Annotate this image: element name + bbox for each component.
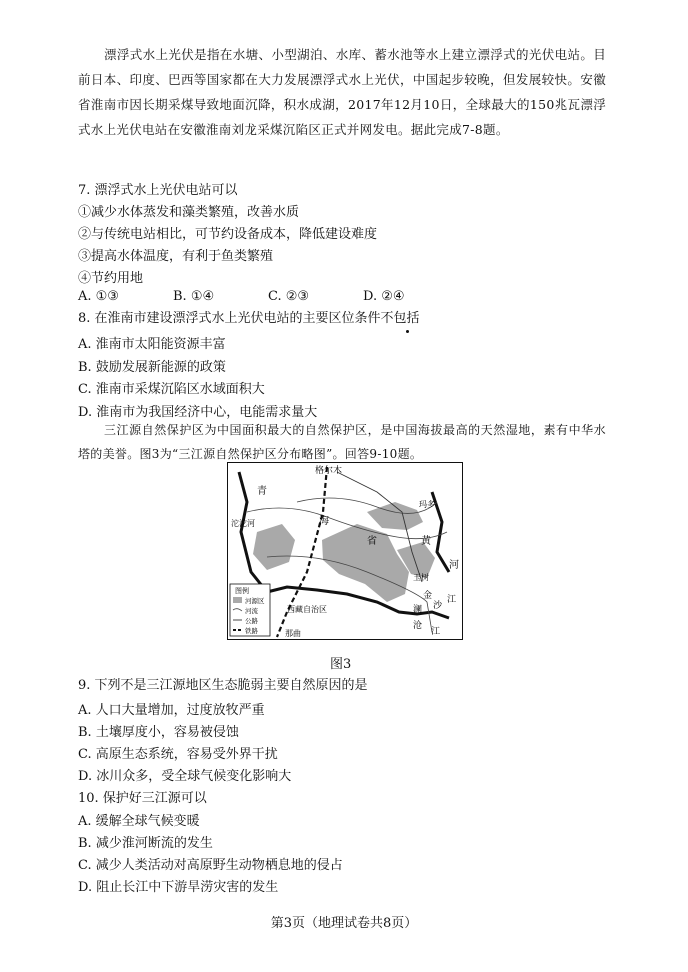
label-jiang: 江 xyxy=(447,595,457,605)
q8-option-a[interactable]: A. 淮南市太阳能资源丰富 xyxy=(78,337,226,352)
q9-stem: 9. 下列不是三江源地区生态脆弱主要自然原因的是 xyxy=(78,678,368,693)
q9-option-c[interactable]: C. 高原生态系统，容易受外界干扰 xyxy=(78,747,278,762)
map-legend xyxy=(230,584,270,636)
passage-solar: 漂浮式水上光伏是指在水塘、小型湖泊、水库、蓄水池等水上建立漂浮式的光伏电站。目前日本、印度、巴西等国家都在大力发展漂浮式水上光伏，中国起步较晚，但发展较快。安徽省淮南市因长期采煤导致地面沉降，积水成湖，2017年12月10日，全球最大的150兆瓦漂浮式水上光伏电站在安徽淮南刘龙采煤沉陷区正式并网发电。据此完成7-8题。 xyxy=(78,47,606,137)
label-naqu: 那曲 xyxy=(285,629,301,638)
q8-stem: 8. 在淮南市建设漂浮式水上光伏电站的主要区位条件不包括 xyxy=(78,311,420,326)
q10-option-a[interactable]: A. 缓解全球气候变暖 xyxy=(78,814,200,829)
label-he: 河 xyxy=(449,560,459,571)
q7-item-3: ③提高水体温度，有利于鱼类繁殖 xyxy=(78,249,274,264)
label-sheng: 省 xyxy=(367,536,377,547)
label-hai: 海 xyxy=(319,516,329,527)
map-graphic xyxy=(227,462,463,640)
q7-item-1: ①减少水体蒸发和藻类繁殖，改善水质 xyxy=(78,205,300,220)
label-maduo: 玛多 xyxy=(419,500,435,509)
q8-option-c[interactable]: C. 淮南市采煤沉陷区水域面积大 xyxy=(78,382,265,397)
q7-option-c[interactable]: C. ②③ xyxy=(268,289,310,304)
label-xizang: 西藏自治区 xyxy=(287,605,327,614)
q9-option-d[interactable]: D. 冰川众多，受全球气候变化影响大 xyxy=(78,769,292,784)
q8-option-d[interactable]: D. 淮南市为我国经济中心，电能需求量大 xyxy=(78,405,318,420)
label-jiang2: 江 xyxy=(431,627,441,637)
q10-option-c[interactable]: C. 减少人类活动对高原野生动物栖息地的侵占 xyxy=(78,858,343,873)
label-geermu: 格尔木 xyxy=(315,466,343,476)
legend-item-road: 公路 xyxy=(245,617,258,625)
q10-stem: 10. 保护好三江源可以 xyxy=(78,791,207,806)
legend-title: 图例 xyxy=(235,587,249,595)
legend-item-river: 河流 xyxy=(245,607,258,615)
q8-option-b[interactable]: B. 鼓励发展新能源的政策 xyxy=(78,360,226,375)
legend-item-reserve: 河源区 xyxy=(245,597,265,605)
q7-option-d[interactable]: D. ②④ xyxy=(363,289,405,304)
label-qing: 青 xyxy=(257,486,267,497)
label-cang: 沧 xyxy=(413,621,423,631)
label-tuotuohe: 沱沱河 xyxy=(231,519,255,528)
sanjiangyuan-map xyxy=(227,462,463,640)
q10-option-d[interactable]: D. 阻止长江中下游旱涝灾害的发生 xyxy=(78,880,279,895)
q7-item-2: ②与传统电站相比，可节约设备成本，降低建设难度 xyxy=(78,227,378,242)
q9-option-b[interactable]: B. 土壤厚度小，容易被侵蚀 xyxy=(78,725,239,740)
label-sha: 沙 xyxy=(433,601,443,611)
q9-option-a[interactable]: A. 人口大量增加，过度放牧严重 xyxy=(78,703,265,718)
page-footer: 第3页（地理试卷共8页） xyxy=(270,916,418,931)
q10-option-b[interactable]: B. 减少淮河断流的发生 xyxy=(78,836,213,851)
label-yushu: 玉树 xyxy=(413,573,429,582)
q7-item-4: ④节约用地 xyxy=(78,271,144,286)
label-lan: 澜 xyxy=(413,605,423,615)
legend-item-railway: 铁路 xyxy=(245,627,258,635)
emphasis-dot xyxy=(406,330,409,333)
q7-stem: 7. 漂浮式水上光伏电站可以 xyxy=(78,183,238,198)
passage-sanjiangyuan: 三江源自然保护区为中国面积最大的自然保护区，是中国海拔最高的天然湿地，素有中华水塔的美誉。图3为“三江源自然保护区分布略图”。回答9-10题。 xyxy=(78,423,606,461)
label-huang: 黄 xyxy=(421,536,431,547)
q7-option-b[interactable]: B. ①④ xyxy=(173,289,215,304)
q7-options xyxy=(78,287,458,307)
q7-option-a[interactable]: A. ①③ xyxy=(78,289,119,304)
label-jin: 金 xyxy=(423,591,433,601)
figure-caption: 图3 xyxy=(330,657,352,672)
legend-swatch-reserve xyxy=(233,597,242,603)
